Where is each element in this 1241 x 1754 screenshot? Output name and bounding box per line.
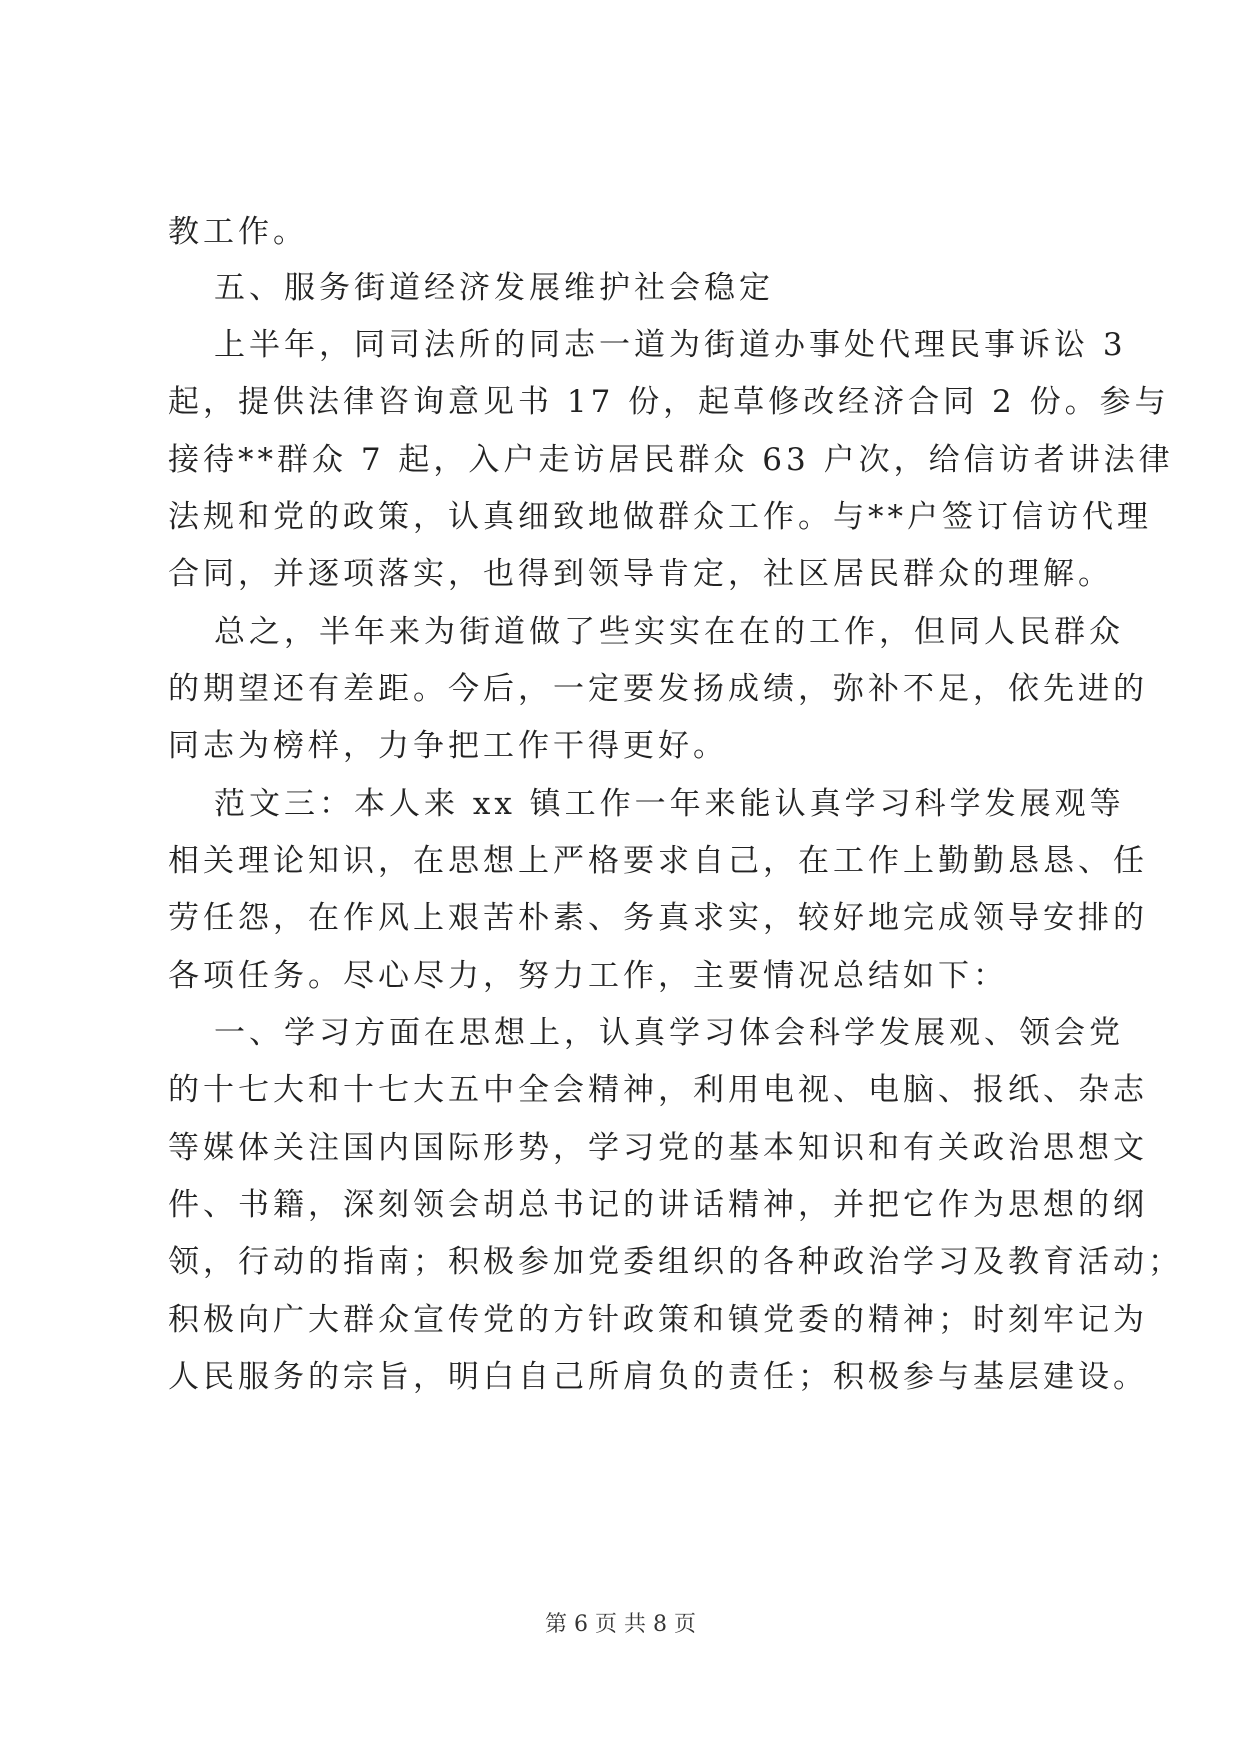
text-line-5: 接待**群众 7 起，入户走访居民群众 63 户次，给信访者讲法律 [168, 442, 1174, 478]
page-number-footer: 第 6 页 共 8 页 [545, 1612, 696, 1637]
text-line-12: 相关理论知识，在思想上严格要求自己，在工作上勤勤恳恳、任 [168, 843, 1148, 879]
text-line-14: 各项任务。尽心尽力，努力工作，主要情况总结如下： [168, 958, 1008, 994]
text-line-10: 同志为榜样，力争把工作干得更好。 [168, 728, 728, 764]
text-line-6: 法规和党的政策，认真细致地做群众工作。与**户签订信访代理 [168, 499, 1152, 535]
text-line-4: 起，提供法律咨询意见书 17 份，起草修改经济合同 2 份。参与 [168, 384, 1170, 420]
text-line-1: 教工作。 [168, 214, 308, 250]
text-line-21: 人民服务的宗旨，明白自己所肩负的责任；积极参与基层建设。 [168, 1359, 1148, 1395]
text-line-7: 合同，并逐项落实，也得到领导肯定，社区居民群众的理解。 [168, 556, 1113, 592]
text-line-3: 上半年，同司法所的同志一道为街道办事处代理民事诉讼 3 [214, 327, 1127, 363]
text-line-19: 领，行动的指南；积极参加党委组织的各种政治学习及教育活动； [168, 1244, 1183, 1280]
text-line-9: 的期望还有差距。今后，一定要发扬成绩，弥补不足，依先进的 [168, 671, 1148, 707]
text-line-20: 积极向广大群众宣传党的方针政策和镇党委的精神；时刻牢记为 [168, 1302, 1148, 1338]
text-line-15: 一、学习方面在思想上，认真学习体会科学发展观、领会党 [214, 1015, 1124, 1051]
section-heading-5: 五、服务街道经济发展维护社会稳定 [214, 270, 774, 306]
text-line-18: 件、书籍，深刻领会胡总书记的讲话精神，并把它作为思想的纲 [168, 1187, 1148, 1223]
text-line-17: 等媒体关注国内国际形势，学习党的基本知识和有关政治思想文 [168, 1130, 1148, 1166]
text-line-11: 范文三：本人来 xx 镇工作一年来能认真学习科学发展观等 [214, 786, 1125, 822]
text-line-16: 的十七大和十七大五中全会精神，利用电视、电脑、报纸、杂志 [168, 1072, 1148, 1108]
text-line-8: 总之，半年来为街道做了些实实在在的工作，但同人民群众 [214, 614, 1124, 650]
text-line-13: 劳任怨，在作风上艰苦朴素、务真求实，较好地完成领导安排的 [168, 900, 1148, 936]
